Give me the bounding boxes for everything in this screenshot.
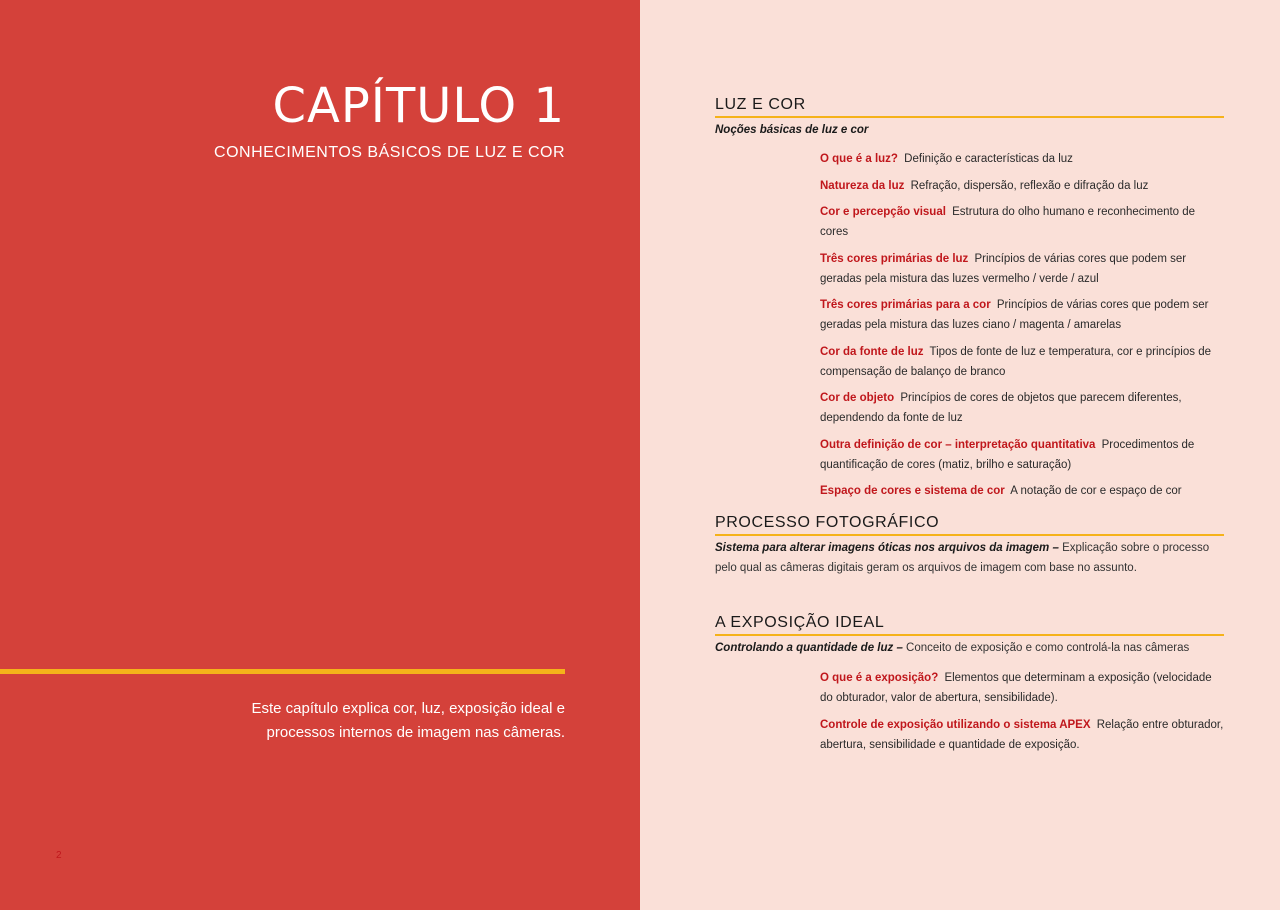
section-subtitle-emphasis: Noções básicas de luz e cor (715, 124, 869, 136)
topic-label: O que é a exposição? (820, 672, 939, 684)
topic-item (820, 435, 1224, 475)
topic-item (820, 668, 1224, 708)
topic-list (715, 668, 1224, 755)
topic-item (820, 715, 1224, 755)
topic-text: Tipos de fonte de luz e temperatura, cor e princípios de compensação de balanço de branco (820, 345, 1211, 378)
topic-text: Estrutura do olho humano e reconhecimento de cores (820, 206, 1196, 238)
topic-text: Relação entre obturador, abertura, sensibilidade e quantidade de exposição. (820, 718, 1224, 751)
topic-label: Espaço de cores e sistema de cor (820, 485, 1005, 497)
topic-item (820, 202, 1224, 242)
topic-text: Procedimentos de quantificação de cores (matiz, brilho e saturação) (820, 438, 1195, 471)
topic-label: Cor da fonte de luz (820, 345, 924, 358)
topic-item (820, 295, 1224, 335)
topic-text: Princípios de cores de objetos que parecem diferentes, dependendo da fonte de luz (820, 392, 1182, 424)
section-title: A EXPOSIÇÃO IDEAL (715, 613, 1224, 636)
topic-label: Outra definição de cor – interpretação quantitativa (820, 438, 1096, 451)
right-page (640, 0, 1280, 910)
topic-text: Definição e características da luz (904, 153, 1073, 165)
section-subtitle (715, 638, 1224, 658)
page-number: 2 (56, 850, 62, 861)
topic-label: O que é a luz? (820, 153, 898, 165)
topic-item (820, 481, 1224, 501)
topic-label: Três cores primárias para a cor (820, 299, 991, 311)
section-subtitle-text: Conceito de exposição e como controlá-la nas câmeras (906, 642, 1190, 654)
topic-label: Natureza da luz (820, 179, 905, 192)
topic-item (820, 388, 1224, 428)
topic-label: Controle de exposição utilizando o sistema APEX (820, 718, 1091, 731)
topic-text: Princípios de várias cores que podem ser geradas pela mistura das luzes ciano / magenta / amarelas (820, 299, 1209, 331)
section-subtitle-text: Explicação sobre o processo pelo qual as câmeras digitais geram os arquivos de imagem com base no assunto. (715, 542, 1210, 574)
section-title: PROCESSO FOTOGRÁFICO (715, 513, 1224, 536)
section-exposicao-ideal (715, 613, 1224, 761)
topic-item (820, 149, 1224, 169)
topic-text: Elementos que determinam a exposição (velocidade do obturador, valor de abertura, sensibilidade). (820, 672, 1212, 704)
chapter-subtitle: CONHECIMENTOS BÁSICOS DE LUZ E COR (214, 144, 565, 161)
topic-label: Cor de objeto (820, 392, 895, 404)
section-title: LUZ E COR (715, 95, 1224, 118)
section-luz-e-cor (715, 95, 1224, 508)
topic-item (820, 249, 1224, 289)
section-subtitle (715, 538, 1224, 578)
topic-label: Três cores primárias de luz (820, 252, 969, 265)
topic-list (715, 149, 1224, 501)
chapter-title: CAPÍTULO 1 (272, 78, 565, 134)
section-subtitle (715, 120, 1224, 140)
topic-item (820, 176, 1224, 196)
section-processo-fotografico (715, 513, 1224, 578)
topic-text: Princípios de várias cores que podem ser geradas pela mistura das luzes vermelho / verde / azul (820, 252, 1187, 285)
section-subtitle-emphasis: Sistema para alterar imagens óticas nos arquivos da imagem – (715, 542, 1059, 554)
topic-text: Refração, dispersão, reflexão e difração da luz (910, 179, 1149, 192)
topic-label: Cor e percepção visual (820, 206, 946, 218)
topic-text: A notação de cor e espaço de cor (1010, 485, 1182, 497)
chapter-summary: Este capítulo explica cor, luz, exposição ideal e processos internos de imagem nas câmeras. (251, 700, 565, 741)
divider-rule (0, 669, 565, 674)
section-subtitle-emphasis: Controlando a quantidade de luz – (715, 642, 903, 654)
topic-item (820, 342, 1224, 382)
